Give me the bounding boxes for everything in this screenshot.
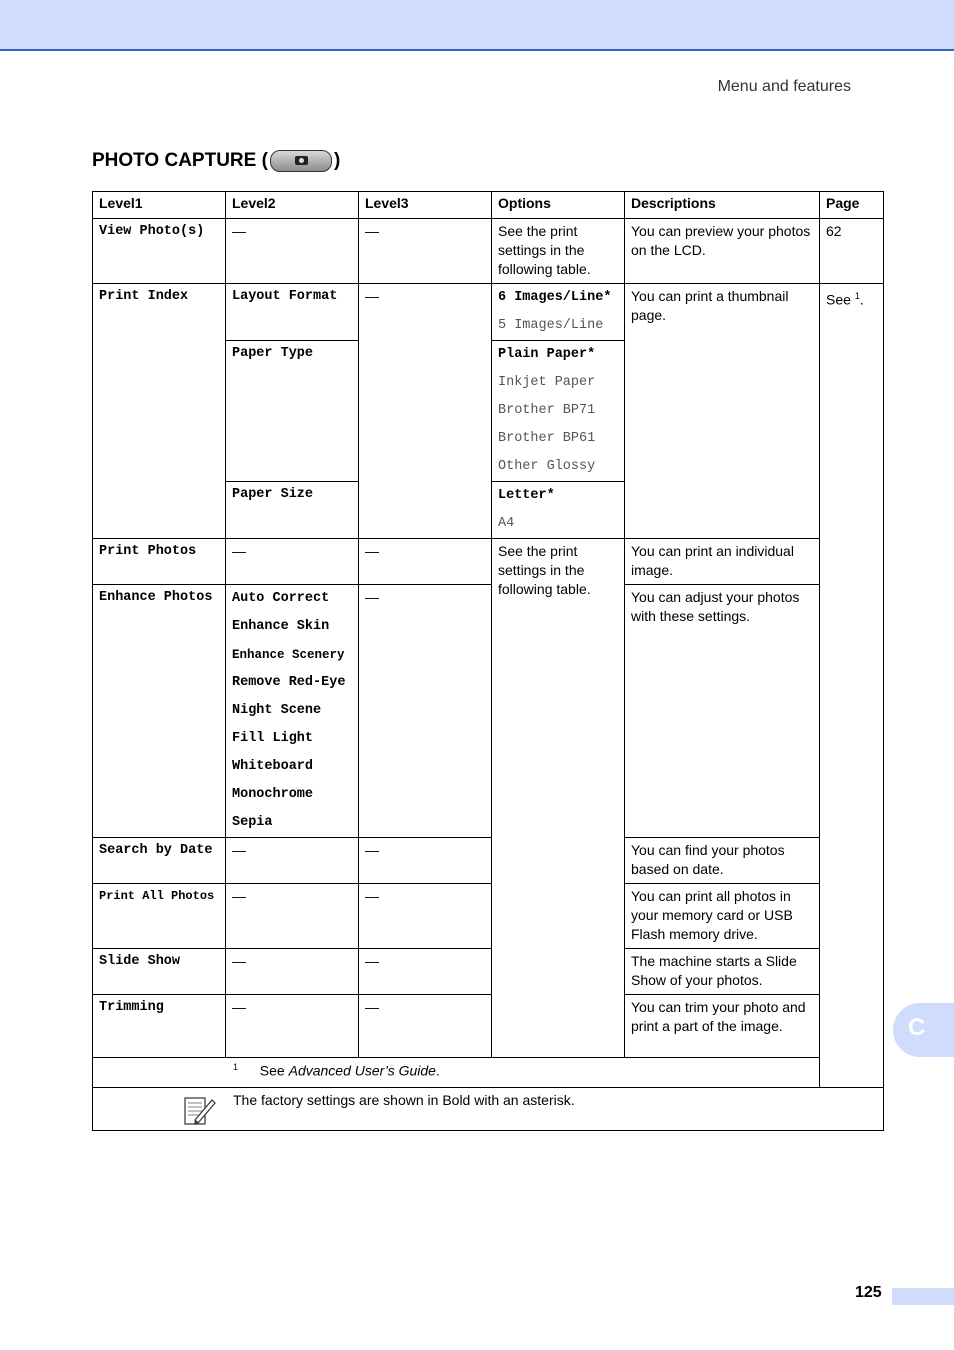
top-header-bar [0, 0, 954, 51]
footnote-row [93, 1058, 884, 1088]
note-row [93, 1088, 884, 1131]
page-number-bar [892, 1288, 954, 1305]
level2-layout-format: Layout Format [226, 284, 359, 341]
list-item: Auto Correct [232, 591, 330, 606]
options-cell: See the print settings in the following table. [492, 539, 625, 1058]
level3-cell: — [359, 995, 492, 1058]
level2-cell: — [226, 884, 359, 949]
level1-trimming: Trimming [93, 995, 226, 1058]
level2-paper-type: Paper Type [226, 341, 359, 482]
level1-slide-show: Slide Show [93, 949, 226, 995]
level2-paper-size: Paper Size [226, 482, 359, 539]
option-item: Plain Paper* [498, 347, 596, 362]
option-item: Brother BP71 [498, 403, 596, 418]
footnote-ref: 1 [854, 291, 860, 301]
level3-cell: — [359, 539, 492, 585]
option-item: Inkjet Paper [498, 375, 596, 390]
level1-enhance-photos: Enhance Photos [93, 585, 226, 838]
list-item: Fill Light [232, 731, 314, 746]
description-cell: You can preview your photos on the LCD. [625, 219, 820, 284]
table-row [93, 949, 884, 995]
options-cell: See the print settings in the following table. [492, 219, 625, 284]
page-number: 125 [855, 1284, 882, 1301]
page-cell-see-footnote [820, 284, 884, 1088]
chapter-tab [893, 1003, 954, 1057]
list-item: Monochrome [232, 787, 314, 802]
option-item: Other Glossy [498, 459, 596, 474]
level3-cell: — [359, 949, 492, 995]
header-level2: Level2 [226, 192, 359, 219]
level3-cell: — [359, 284, 492, 539]
level2-cell: — [226, 539, 359, 585]
level1-view-photos: View Photo(s) [93, 219, 226, 284]
table-row [93, 884, 884, 949]
level2-cell: — [226, 838, 359, 884]
option-item: Brother BP61 [498, 431, 596, 446]
header-page: Page [820, 192, 884, 219]
chapter-header: Menu and features [717, 78, 851, 95]
option-item: 6 Images/Line* [498, 290, 612, 305]
table-row [93, 838, 884, 884]
list-item: Night Scene [232, 703, 322, 718]
level2-enhance-list [226, 585, 359, 838]
section-title [92, 150, 340, 172]
list-item: Enhance Scenery [232, 648, 345, 662]
list-item: Enhance Skin [232, 619, 330, 634]
chapter-tab-label: C [908, 1014, 926, 1041]
header-level3: Level3 [359, 192, 492, 219]
footnote-number: 1 [233, 1062, 239, 1072]
table-row [93, 539, 884, 585]
table-header-row [93, 192, 884, 219]
note [93, 1088, 884, 1131]
page-cell: 62 [820, 219, 884, 284]
list-item: Sepia [232, 815, 273, 830]
description-cell: You can print all photos in your memory card or USB Flash memory drive. [625, 884, 820, 949]
option-item: 5 Images/Line [498, 318, 604, 333]
footnote [93, 1058, 884, 1088]
options-layout-format [492, 284, 625, 341]
option-item: A4 [498, 516, 515, 531]
header-level1: Level1 [93, 192, 226, 219]
page-see-suffix: . [859, 291, 864, 308]
level1-print-all-photos: Print All Photos [93, 884, 226, 949]
table-row [93, 219, 884, 284]
footnote-suffix: . [435, 1062, 440, 1079]
photo-capture-button [270, 150, 332, 172]
note-text: The factory settings are shown in Bold with an asterisk. [233, 1092, 575, 1108]
section-title-text: PHOTO CAPTURE ( [92, 150, 268, 171]
level1-print-index: Print Index [93, 284, 226, 539]
level2-cell: — [226, 219, 359, 284]
options-paper-type [492, 341, 625, 482]
footnote-guide-title: Advanced User’s Guide [288, 1062, 436, 1079]
level3-cell: — [359, 838, 492, 884]
footnote-prefix: See [259, 1062, 289, 1079]
level3-cell: — [359, 884, 492, 949]
camera-icon [295, 156, 308, 165]
section-title-close: ) [333, 150, 341, 171]
level2-cell: — [226, 949, 359, 995]
option-item: Letter* [498, 488, 555, 503]
table-row [93, 585, 884, 838]
header-descriptions: Descriptions [625, 192, 820, 219]
description-cell: You can print a thumbnail page. [625, 284, 820, 539]
level3-cell: — [359, 585, 492, 838]
level2-cell: — [226, 995, 359, 1058]
description-cell: You can find your photos based on date. [625, 838, 820, 884]
page-see-text: See [826, 291, 855, 308]
level1-print-photos: Print Photos [93, 539, 226, 585]
list-item: Whiteboard [232, 759, 314, 774]
table-row [93, 995, 884, 1058]
list-item: Remove Red-Eye [232, 675, 346, 690]
description-cell: You can adjust your photos with these settings. [625, 585, 820, 838]
table-row [93, 284, 884, 341]
description-cell: You can trim your photo and print a part of the image. [625, 995, 820, 1058]
level1-search-by-date: Search by Date [93, 838, 226, 884]
header-options: Options [492, 192, 625, 219]
note-pencil-icon [183, 1094, 215, 1128]
description-cell: You can print an individual image. [625, 539, 820, 585]
options-paper-size [492, 482, 625, 539]
description-cell: The machine starts a Slide Show of your photos. [625, 949, 820, 995]
level3-cell: — [359, 219, 492, 284]
menu-table [92, 191, 884, 1131]
